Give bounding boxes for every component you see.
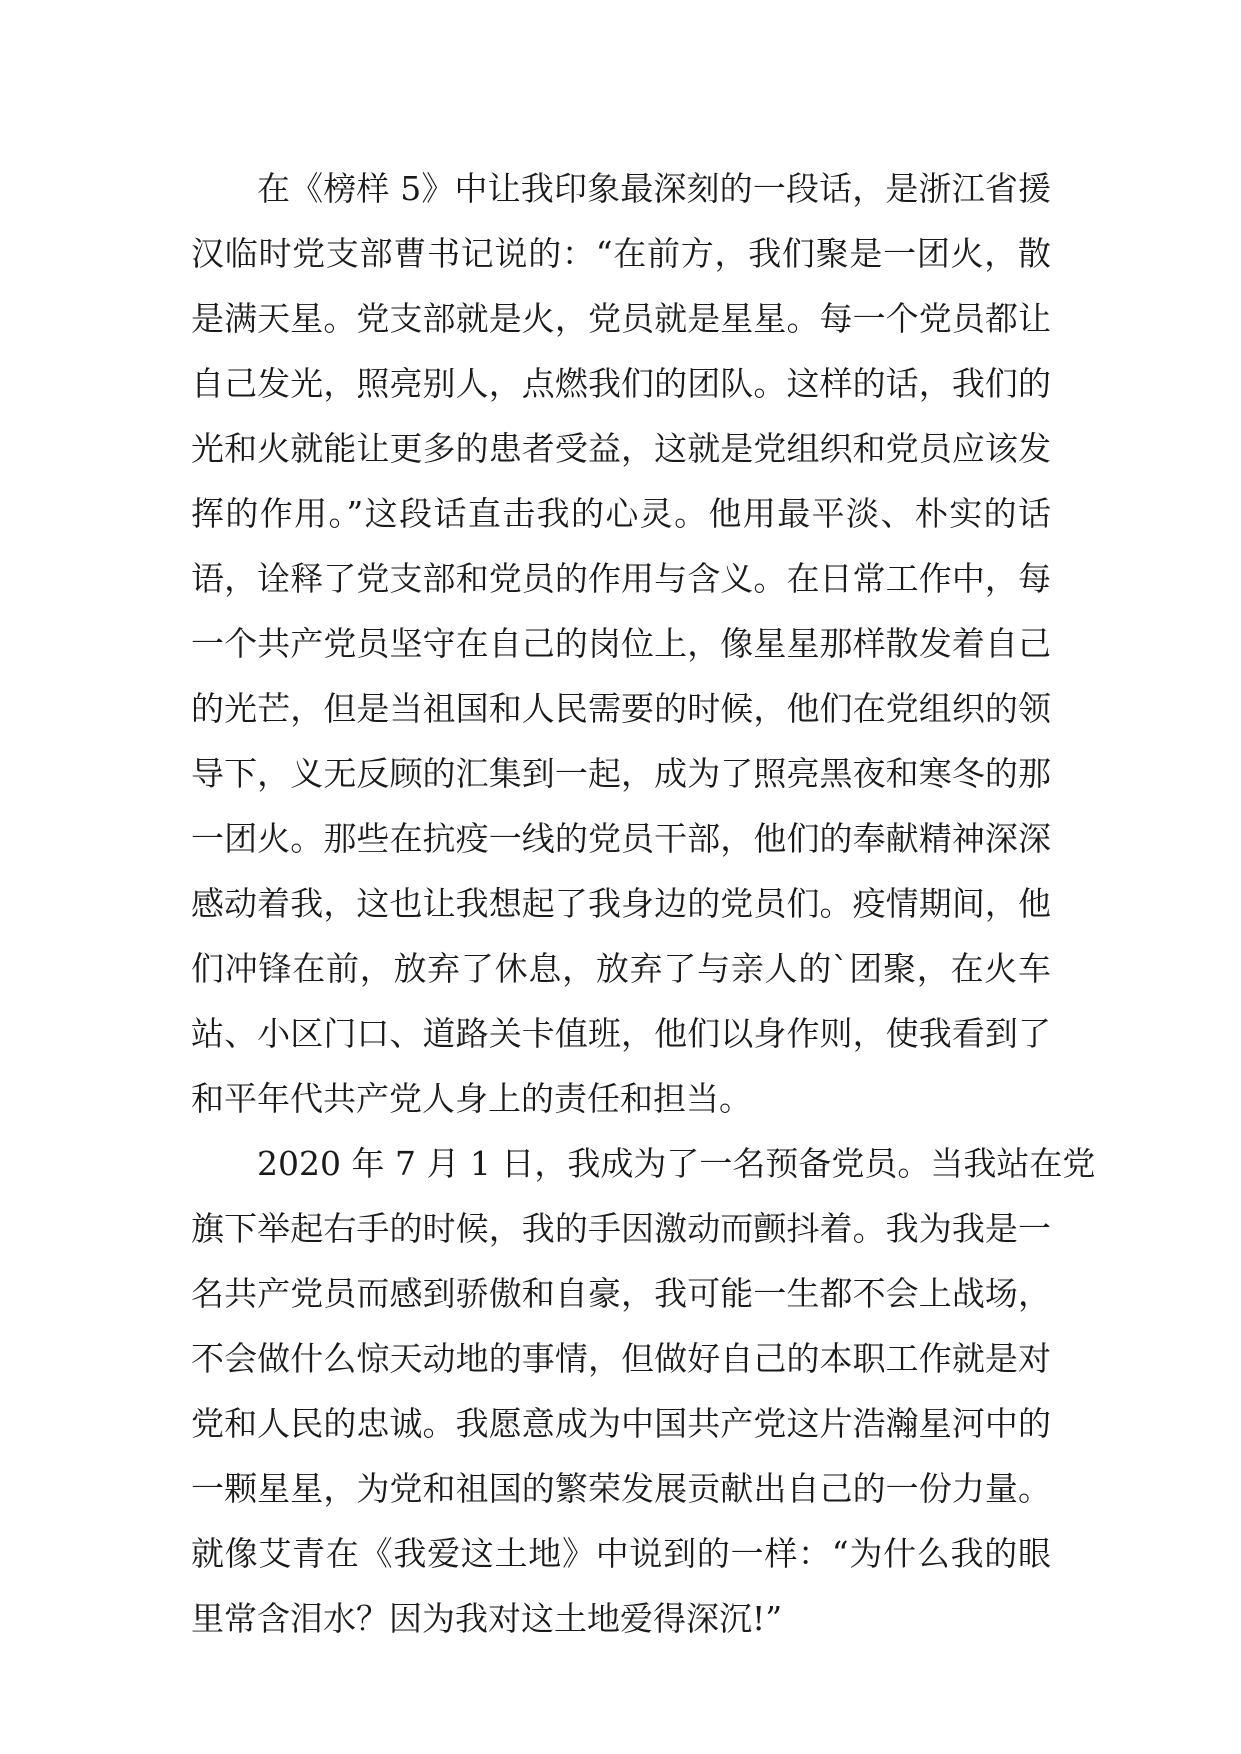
text-line: 语，诠释了党支部和党员的作用与含义。在日常工作中，每: [191, 559, 1051, 598]
text-line: 就像艾青在《我爱这土地》中说到的一样：“为什么我的眼: [191, 1534, 1051, 1573]
document-body: [191, 156, 1096, 1651]
text-line: 是满天星。党支部就是火，党员就是星星。每一个党员都让: [191, 299, 1051, 338]
text-line: 在《榜样 5》中让我印象最深刻的一段话，是浙江省援: [257, 169, 1051, 208]
text-line: 的光芒，但是当祖国和人民需要的时候，他们在党组织的领: [191, 689, 1051, 728]
text-line: 自己发光，照亮别人，点燃我们的团队。这样的话，我们的: [191, 364, 1051, 403]
text-line: 感动着我，这也让我想起了我身边的党员们。疫情期间，他: [191, 884, 1051, 923]
paragraph-1: [191, 156, 1051, 1131]
text-line: 里常含泪水？因为我对这土地爱得深沉!”: [191, 1599, 783, 1638]
text-line: 名共产党员而感到骄傲和自豪，我可能一生都不会上战场，: [191, 1274, 1051, 1313]
paragraph-2: [191, 1131, 1096, 1651]
text-line: 导下，义无反顾的汇集到一起，成为了照亮黑夜和寒冬的那: [191, 754, 1051, 793]
text-line: 党和人民的忠诚。我愿意成为中国共产党这片浩瀚星河中的: [191, 1404, 1051, 1443]
text-line: 和平年代共产党人身上的责任和担当。: [191, 1079, 752, 1118]
text-line: 光和火就能让更多的患者受益，这就是党组织和党员应该发: [191, 429, 1051, 468]
text-line: 汉临时党支部曹书记说的：“在前方，我们聚是一团火，散: [191, 234, 1051, 273]
text-line: 一颗星星，为党和祖国的繁荣发展贡献出自己的一份力量。: [191, 1469, 1051, 1508]
text-line: 们冲锋在前，放弃了休息，放弃了与亲人的`团聚，在火车: [191, 949, 1051, 988]
text-line: 旗下举起右手的时候，我的手因激动而颤抖着。我为我是一: [191, 1209, 1051, 1248]
text-line: 挥的作用。”这段话直击我的心灵。他用最平淡、朴实的话: [191, 494, 1051, 533]
text-line: 一团火。那些在抗疫一线的党员干部，他们的奉献精神深深: [191, 819, 1051, 858]
text-line: 2020 年 7 月 1 日，我成为了一名预备党员。当我站在党: [257, 1144, 1096, 1183]
text-line: 一个共产党员坚守在自己的岗位上，像星星那样散发着自己: [191, 624, 1051, 663]
text-line: 不会做什么惊天动地的事情，但做好自己的本职工作就是对: [191, 1339, 1051, 1378]
text-line: 站、小区门口、道路关卡值班，他们以身作则，使我看到了: [191, 1014, 1051, 1053]
